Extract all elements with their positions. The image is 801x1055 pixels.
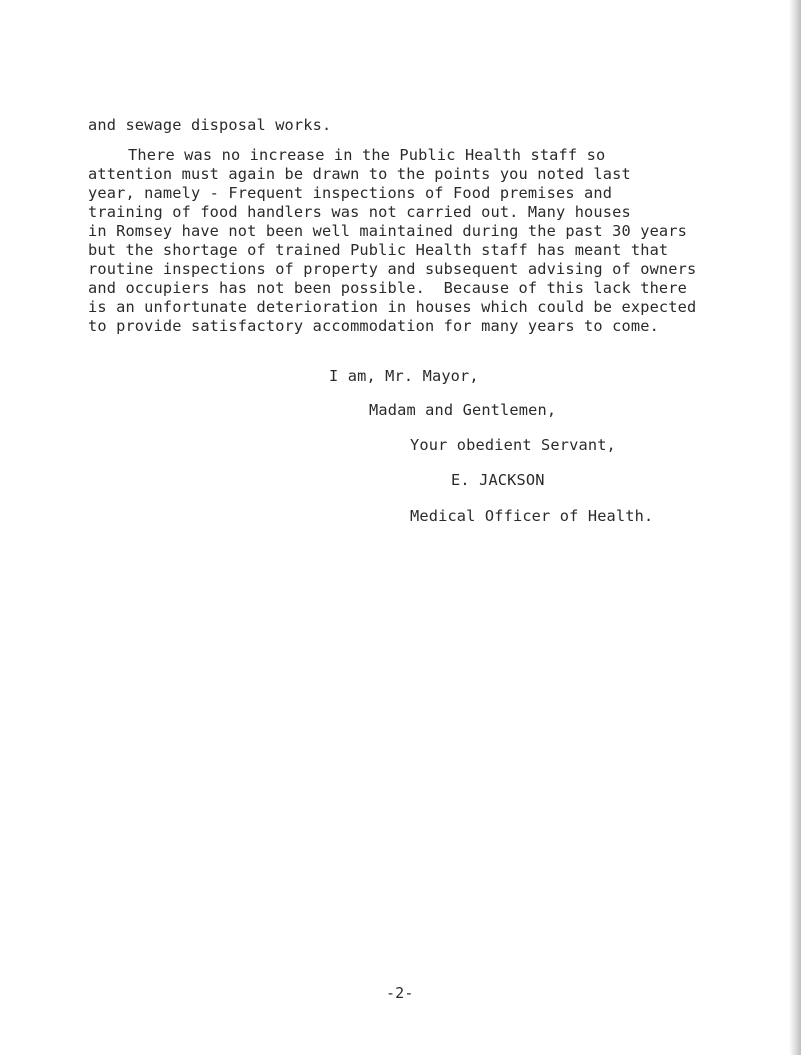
paragraph-line: in Romsey have not been well maintained during the past 30 years (88, 222, 688, 240)
signatory-title: Medical Officer of Health. (410, 507, 654, 525)
scanned-page-edge (789, 0, 801, 1055)
closing-addressee: Madam and Gentlemen, (369, 401, 557, 419)
paragraph-line: attention must again be drawn to the points you noted last (88, 165, 631, 183)
paragraph-line: training of food handlers was not carried out. Many houses (88, 203, 631, 221)
paragraph-line: to provide satisfactory accommodation for many years to come. (88, 317, 659, 335)
closing-salutation: I am, Mr. Mayor, (329, 367, 479, 385)
closing-valediction: Your obedient Servant, (410, 436, 616, 454)
paragraph-line: but the shortage of trained Public Health staff has meant that (88, 241, 669, 259)
paragraph-line: is an unfortunate deterioration in houses which could be expected (88, 298, 697, 316)
paragraph-line: There was no increase in the Public Health staff so (128, 146, 606, 164)
page-number: -2- (386, 984, 414, 1002)
paragraph-line: routine inspections of property and subsequent advising of owners (88, 260, 697, 278)
signature-name: E. JACKSON (451, 471, 545, 489)
opening-line: and sewage disposal works. (88, 116, 332, 134)
paragraph-line: and occupiers has not been possible. Because of this lack there (88, 279, 688, 297)
paragraph-line: year, namely - Frequent inspections of Food premises and (88, 184, 613, 202)
